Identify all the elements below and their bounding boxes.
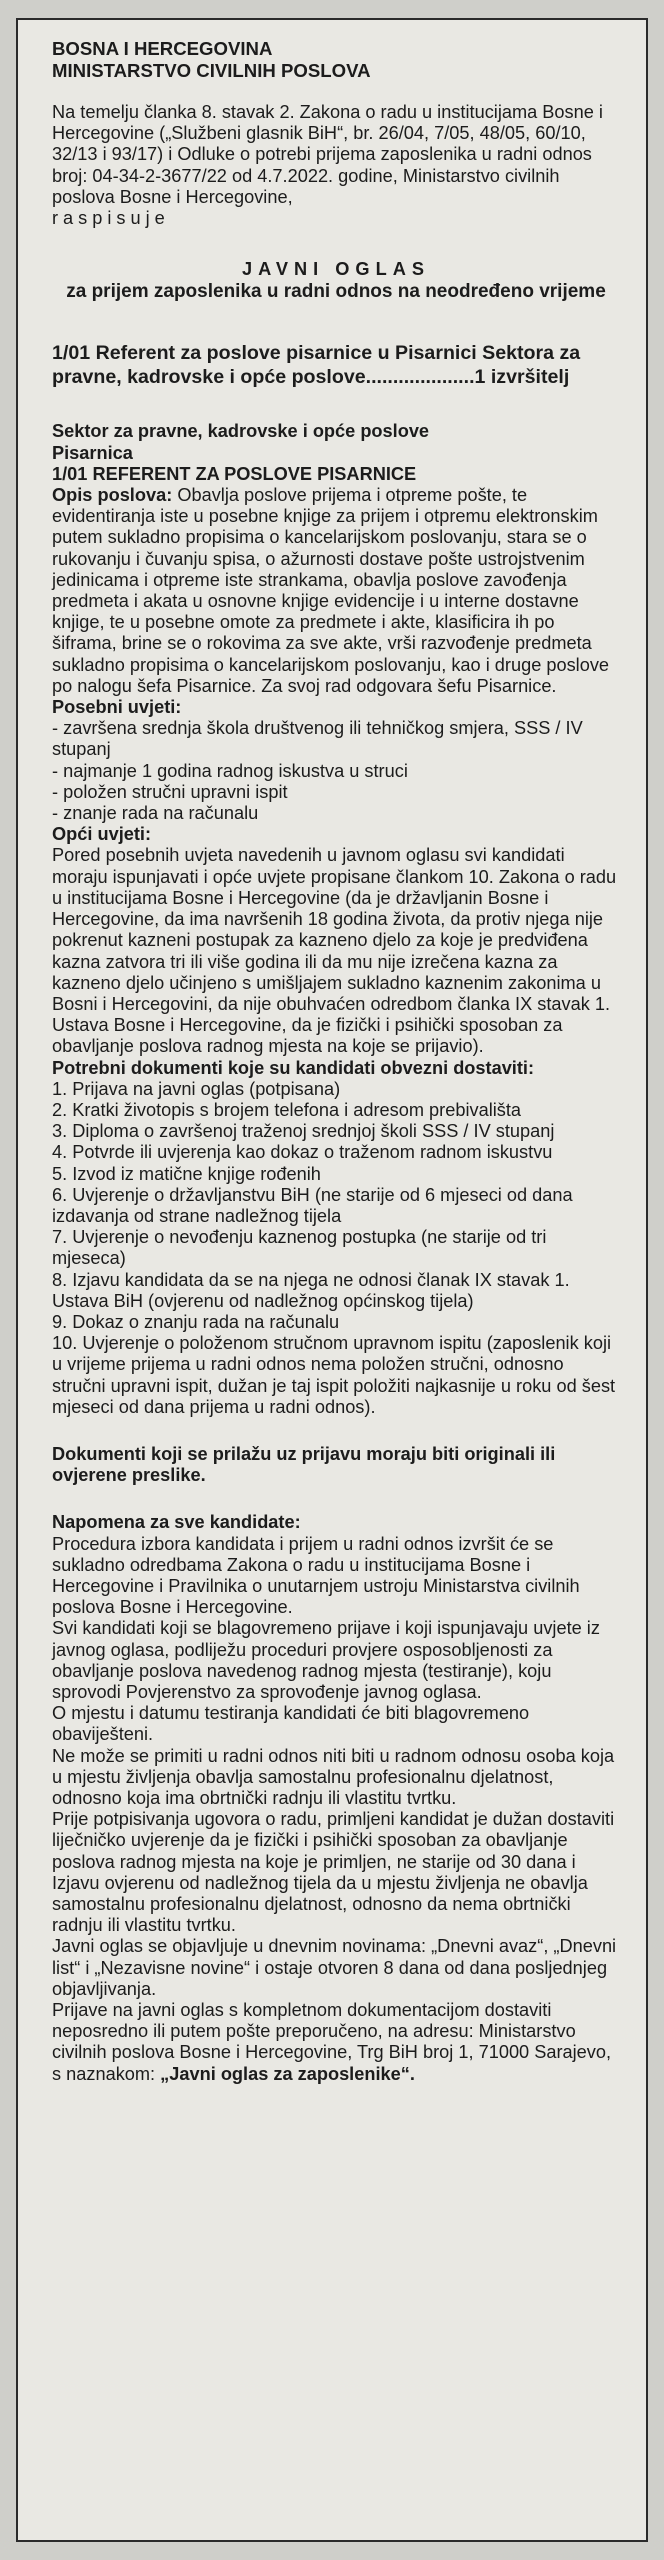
list-item: 10. Uvjerenje o položenom stručnom upravnom ispitu (zaposlenik koji u vrijeme prijema u radni odnos nema položen stručni, odnosno stručni upravni ispit, dužan je taj ispit položiti najkasnije u roku od šest mjeseci od dana prijema u radni odnos). xyxy=(52,1333,616,1417)
list-item: 5. Izvod iz matične knjige rođenih xyxy=(52,1163,321,1184)
submission-instructions xyxy=(52,2000,620,2085)
job-description-label: Opis poslova: xyxy=(52,485,173,506)
institution-ministry: MINISTARSTVO CIVILNIH POSLOVA xyxy=(52,60,371,81)
list-item: 4. Potvrde ili uvjerenja kao dokaz o traženom radnom iskustvu xyxy=(52,1142,553,1163)
submission-text: Prijave na javni oglas s kompletnom dokumentacijom dostaviti neposredno ili putem pošte preporučeno, na adresu: Ministarstvo civilnih poslova Bosne i Hercegovine, Trg BiH broj 1, 71000 Sarajevo, s naznakom: xyxy=(52,2000,612,2084)
sector-heading xyxy=(52,421,620,485)
note-paragraph: Prije potpisivanja ugovora o radu, primljeni kandidat je dužan dostaviti liječničko uvjerenje da je fizički i psihički sposoban za obavljanje poslova radnog mjesta na koje je primljen, ne starije od 30 dana i Izjavu ovjerenu od nadležnog tijela da u mjestu življenja ne obavlja samostalnu profesionalnu djelatnost, odnosno da nema obrtnički radnju ili vlastitu tvrtku. xyxy=(52,1809,615,1936)
documents-list xyxy=(52,1079,620,1418)
list-item: 7. Uvjerenje o nevođenju kaznenog postupka (ne starije od tri mjeseca) xyxy=(52,1227,547,1269)
general-conditions-text: Pored posebnih uvjeta navedenih u javnom oglasu svi kandidati moraju ispunjavati i opće uvjete propisane člankom 10. Zakona o radu u institucijama Bosne i Hercegovine (da je državljanin Bosne i Hercegovine, da ima navršenih 18 godina života, da protiv njega nije pokrenut kazneni postupak za kazneno djelo za koje je predviđena kazna zatvora tri ili više godina ili da mu nije izrečena kazna za kazneno djelo učinjeno s umišljajem sukladno kaznenim zakonima u Bosni i Hercegovini, da nije obuhvaćen odredbom članka IX stavak 1. Ustava Bosne i Hercegovine, da je fizički i psihički sposoban za obavljanje poslova radnog mjesta na koje se prijavio). xyxy=(52,845,617,1057)
special-conditions-heading: Posebni uvjeti: xyxy=(52,697,182,718)
job-description xyxy=(52,485,620,697)
intro-paragraph xyxy=(52,102,620,229)
note-heading: Napomena za sve kandidate: xyxy=(52,1512,301,1533)
note-paragraph: Procedura izbora kandidata i prijem u radni odnos izvršit će se sukladno odredbama Zakona o radu u institucijama Bosne i Hercegovine i Pravilnika o unutarnjem ustroju Ministarstva civilnih poslova Bosne i Hercegovine. xyxy=(52,1533,580,1618)
list-item: 1. Prijava na javni oglas (potpisana) xyxy=(52,1078,341,1099)
list-item: 8. Izjavu kandidata da se na njega ne odnosi članak IX stavak 1. Ustava BiH (ovjerenu od nadležnog općinskog tijela) xyxy=(52,1269,570,1311)
list-item: 9. Dokaz o znanju rada na računalu xyxy=(52,1311,340,1332)
position-title: 1/01 REFERENT ZA POSLOVE PISARNICE xyxy=(52,463,417,484)
note-paragraph: O mjestu i datumu testiranja kandidati će biti blagovremeno obaviješteni. xyxy=(52,1703,530,1745)
list-item: - položen stručni upravni ispit xyxy=(52,781,288,802)
list-item: - znanje rada na računalu xyxy=(52,803,259,824)
documents-heading: Potrebni dokumenti koje su kandidati obvezni dostaviti: xyxy=(52,1057,535,1078)
unit-name: Pisarnica xyxy=(52,442,133,463)
sector-name: Sektor za pravne, kadrovske i opće poslove xyxy=(52,421,430,442)
list-item: 6. Uvjerenje o državljanstvu BiH (ne starije od 6 mjeseci od dana izdavanja od strane nadležnog tijela xyxy=(52,1184,573,1226)
announcement-subtitle: za prijem zaposlenika u radni odnos na neodređeno vrijeme xyxy=(66,281,606,303)
list-item: 3. Diploma o završenoj traženoj srednjoj školi SSS / IV stupanj xyxy=(52,1121,555,1142)
originals-note: Dokumenti koji se prilažu uz prijavu moraju biti originali ili ovjerene preslike. xyxy=(52,1443,556,1486)
institution-country: BOSNA I HERCEGOVINA xyxy=(52,38,273,59)
list-item: - najmanje 1 godina radnog iskustva u struci xyxy=(52,760,408,781)
note-paragraph: Svi kandidati koji se blagovremeno prijave i koji ispunjavaju uvjete iz javnog oglasa, podliježu proceduri provjere osposobljenosti za obavljanje poslova navedenog radnog mjesta (testiranje), koju sprovodi Povjerenstvo za sprovođenje javnog oglasa. xyxy=(52,1618,600,1702)
job-description-text: Obavlja poslove prijema i otpreme pošte, te evidentiranja iste u posebne knjige za prijem i otpremu elektronskim putem sukladno propisima o kancelarijskom poslovanju, stara se o rukovanju i čuvanju spisa, o ažurnosti dostave pošte ustrojstvenim jedinicama i otpreme iste strankama, obavlja poslove zavođenja predmeta i akata u osnovne knjige evidencije i u interne dostavne knjige, te u posebne omote za predmete i akte, klasificira ih po šiframa, brine se o rokovima za sve akte, vrši razvođenje predmeta sukladno propisima o kancelarijskom poslovanju, kao i druge poslove po nalogu šefa Pisarnice. Za svoj rad odgovara šefu Pisarnice. xyxy=(52,485,610,696)
list-item: 2. Kratki životopis s brojem telefona i adresom prebivališta xyxy=(52,1099,522,1120)
submission-mark: „Javni oglas za zaposlenike“. xyxy=(160,2063,415,2084)
raspisuje-word: raspisuje xyxy=(52,208,170,229)
position-summary: 1/01 Referent za poslove pisarnice u Pisarnici Sektora za pravne, kadrovske i opće poslove....................1 izvršitelj xyxy=(52,342,581,389)
intro-text: Na temelju članka 8. stavak 2. Zakona o radu u institucijama Bosne i Hercegovine („Službeni glasnik BiH“, br. 26/04, 7/05, 48/05, 60/10, 32/13 i 93/17) i Odluke o potrebi prijema zaposlenika u radni odnos broj: 04-34-2-3677/22 od 4.7.2022. godine, Ministarstvo civilnih poslova Bosne i Hercegovine, xyxy=(52,102,603,207)
list-item: - završena srednja škola društvenog ili tehničkog smjera, SSS / IV stupanj xyxy=(52,718,583,760)
special-conditions-list xyxy=(52,718,620,824)
note-paragraph: Javni oglas se objavljuje u dnevnim novinama: „Dnevni avaz“, „Dnevni list“ i „Nezavisne novine“ i ostaje otvoren 8 dana od dana posljednjeg objavljivanja. xyxy=(52,1936,617,1999)
note-paragraph: Ne može se primiti u radni odnos niti biti u radnom odnosu osoba koja u mjestu življenja obavlja samostalnu profesionalnu djelatnost, odnosno koja ima obrtnički radnju ili vlastitu tvrtku. xyxy=(52,1745,615,1809)
announcement-title: JAVNI OGLAS xyxy=(242,259,430,280)
job-announcement xyxy=(16,18,648,2542)
general-conditions-heading: Opći uvjeti: xyxy=(52,824,152,845)
